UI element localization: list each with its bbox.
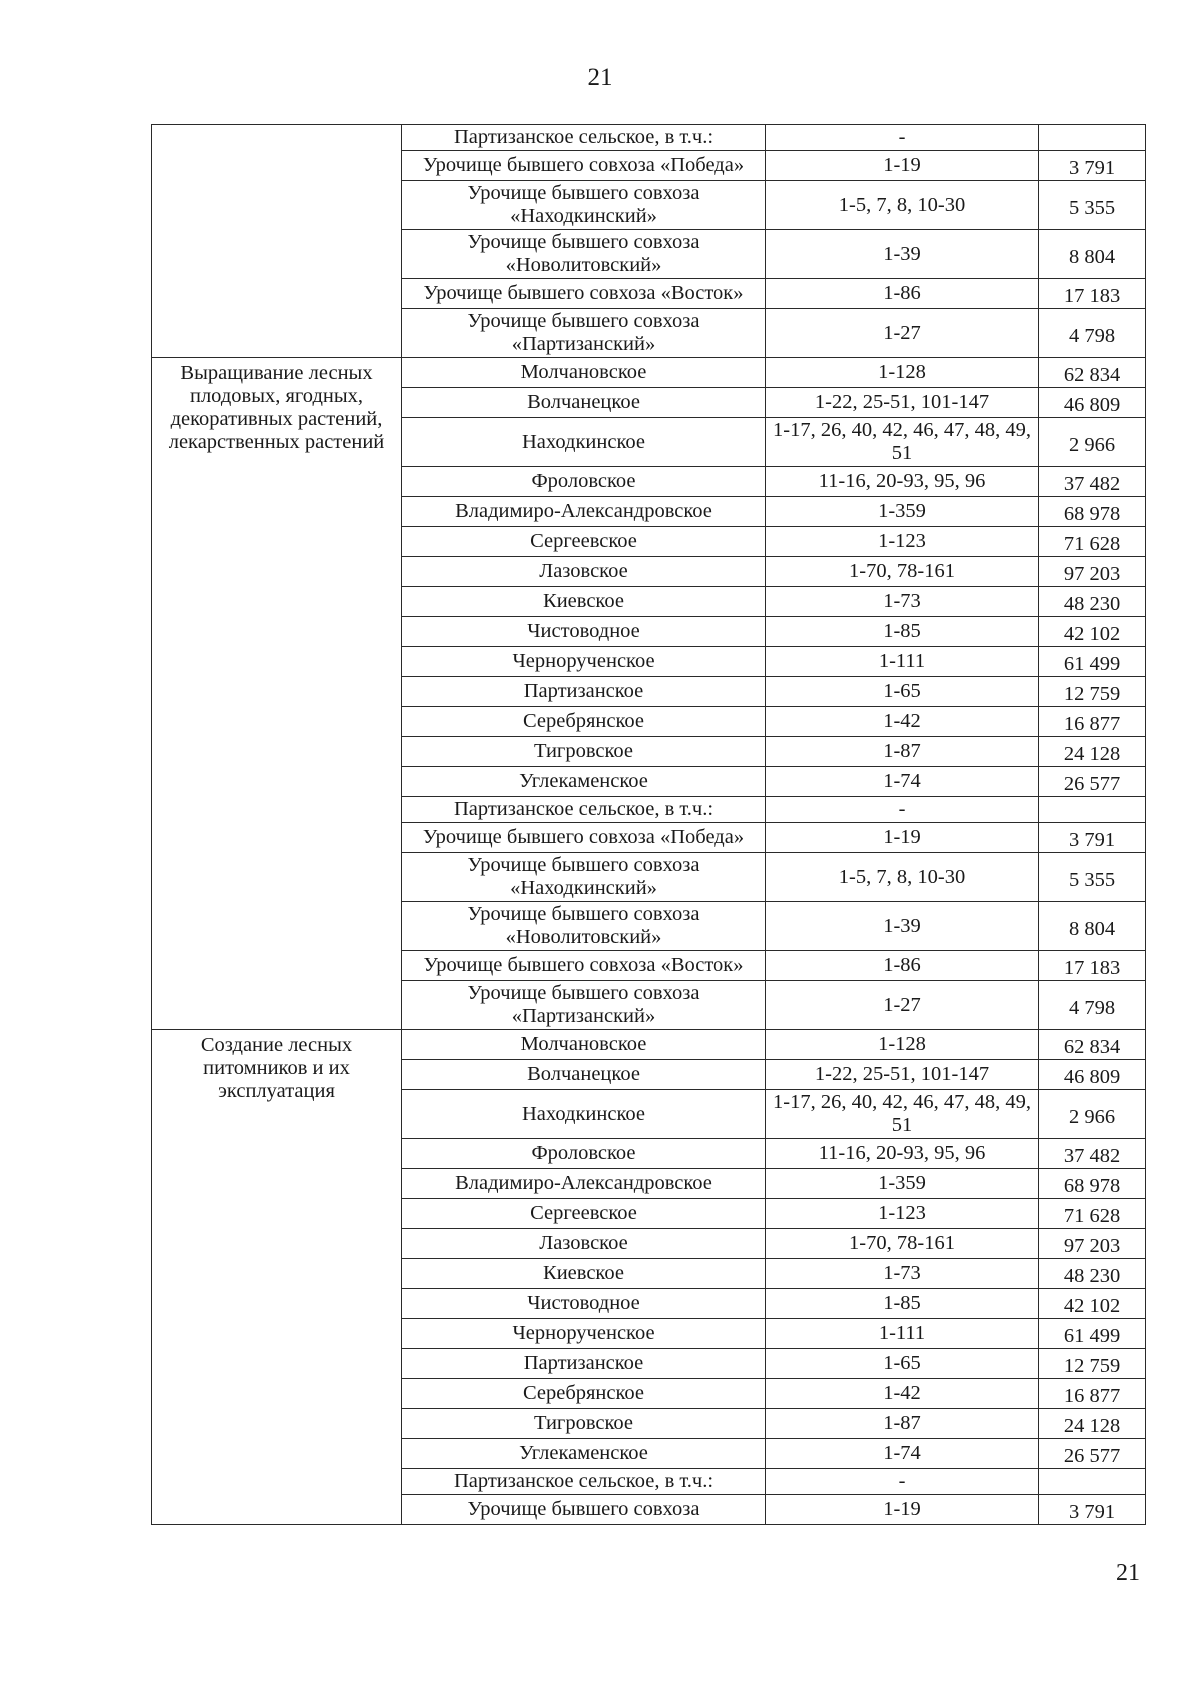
area-cell: 42 102 (1039, 617, 1146, 647)
forest-area-name-cell: Черноручeнское (402, 1319, 766, 1349)
forest-area-name-cell: Урочище бывшего совхоза «Победа» (402, 151, 766, 181)
quarters-cell: 1-74 (766, 1439, 1039, 1469)
page-number-top: 21 (587, 64, 613, 91)
area-cell: 24 128 (1039, 737, 1146, 767)
area-cell: 48 230 (1039, 1259, 1146, 1289)
forest-area-name-cell: Киевское (402, 587, 766, 617)
quarters-cell: 1-73 (766, 587, 1039, 617)
area-cell: 24 128 (1039, 1409, 1146, 1439)
forest-area-name-cell: Черноручeнское (402, 647, 766, 677)
quarters-cell: 1-111 (766, 1319, 1039, 1349)
area-cell: 2 966 (1039, 1090, 1146, 1139)
quarters-cell: 1-74 (766, 767, 1039, 797)
table-row (152, 358, 1146, 388)
forest-area-name-cell: Урочище бывшего совхоза (402, 1495, 766, 1525)
forest-area-name-cell: Фроловское (402, 1139, 766, 1169)
forest-area-name-cell: Владимиро-Александровское (402, 1169, 766, 1199)
quarters-cell: 1-42 (766, 707, 1039, 737)
forest-area-name-cell: Урочище бывшего совхоза «Новолитовский» (402, 902, 766, 951)
table-row (152, 1030, 1146, 1060)
quarters-cell: 1-85 (766, 617, 1039, 647)
forest-area-name-cell: Партизанское сельское, в т.ч.: (402, 1469, 766, 1495)
forest-area-name-cell: Тигровское (402, 1409, 766, 1439)
forest-area-name-cell: Волчанецкое (402, 1060, 766, 1090)
quarters-cell: 1-128 (766, 1030, 1039, 1060)
activity-cell (152, 125, 402, 358)
forest-area-name-cell: Сергеевское (402, 527, 766, 557)
area-cell: 2 966 (1039, 418, 1146, 467)
area-cell: 97 203 (1039, 1229, 1146, 1259)
quarters-cell: 1-359 (766, 1169, 1039, 1199)
page-number-bottom: 21 (1116, 1560, 1140, 1586)
quarters-cell: 1-19 (766, 151, 1039, 181)
forest-area-name-cell: Партизанское (402, 1349, 766, 1379)
quarters-cell: - (766, 125, 1039, 151)
forest-area-name-cell: Урочище бывшего совхоза «Находкинский» (402, 853, 766, 902)
forest-area-name-cell: Молчановское (402, 1030, 766, 1060)
area-cell: 71 628 (1039, 1199, 1146, 1229)
quarters-cell: 1-123 (766, 1199, 1039, 1229)
forest-area-name-cell: Владимиро-Александровское (402, 497, 766, 527)
area-cell: 3 791 (1039, 151, 1146, 181)
quarters-cell: 11-16, 20-93, 95, 96 (766, 467, 1039, 497)
quarters-cell: 1-17, 26, 40, 42, 46, 47, 48, 49, 51 (766, 1090, 1039, 1139)
quarters-cell: 1-111 (766, 647, 1039, 677)
forest-area-name-cell: Чистоводное (402, 617, 766, 647)
area-cell: 48 230 (1039, 587, 1146, 617)
area-cell: 3 791 (1039, 823, 1146, 853)
forest-area-name-cell: Урочище бывшего совхоза «Восток» (402, 279, 766, 309)
forest-area-name-cell: Киевское (402, 1259, 766, 1289)
forest-area-name-cell: Урочище бывшего совхоза «Новолитовский» (402, 230, 766, 279)
table-row (152, 125, 1146, 151)
quarters-cell: 1-359 (766, 497, 1039, 527)
area-cell: 4 798 (1039, 981, 1146, 1030)
quarters-cell: 1-5, 7, 8, 10-30 (766, 853, 1039, 902)
area-cell: 46 809 (1039, 388, 1146, 418)
quarters-cell: 1-73 (766, 1259, 1039, 1289)
area-cell: 5 355 (1039, 853, 1146, 902)
area-cell: 17 183 (1039, 279, 1146, 309)
activity-cell: Создание лесных питомников и их эксплуатация (152, 1030, 402, 1525)
area-cell: 12 759 (1039, 1349, 1146, 1379)
area-cell (1039, 797, 1146, 823)
forest-area-name-cell: Серебрянское (402, 707, 766, 737)
area-cell: 12 759 (1039, 677, 1146, 707)
forest-area-name-cell: Лазовское (402, 557, 766, 587)
forest-area-name-cell: Партизанское сельское, в т.ч.: (402, 125, 766, 151)
quarters-cell: 1-39 (766, 230, 1039, 279)
quarters-cell: 1-19 (766, 823, 1039, 853)
quarters-cell: 1-87 (766, 1409, 1039, 1439)
area-cell: 37 482 (1039, 467, 1146, 497)
quarters-cell: 1-5, 7, 8, 10-30 (766, 181, 1039, 230)
quarters-cell: 11-16, 20-93, 95, 96 (766, 1139, 1039, 1169)
activity-cell: Выращивание лесных плодовых, ягодных, декоративных растений, лекарственных растений (152, 358, 402, 1030)
area-cell: 17 183 (1039, 951, 1146, 981)
area-cell: 26 577 (1039, 767, 1146, 797)
forest-area-name-cell: Молчановское (402, 358, 766, 388)
area-cell: 37 482 (1039, 1139, 1146, 1169)
quarters-cell: 1-39 (766, 902, 1039, 951)
quarters-cell: 1-22, 25-51, 101-147 (766, 1060, 1039, 1090)
forest-area-name-cell: Серебрянское (402, 1379, 766, 1409)
forest-area-name-cell: Углекаменское (402, 1439, 766, 1469)
forest-area-name-cell: Фроловское (402, 467, 766, 497)
area-cell: 62 834 (1039, 1030, 1146, 1060)
area-cell: 4 798 (1039, 309, 1146, 358)
forest-area-name-cell: Урочище бывшего совхоза «Победа» (402, 823, 766, 853)
area-cell: 26 577 (1039, 1439, 1146, 1469)
area-cell: 61 499 (1039, 647, 1146, 677)
quarters-cell: 1-86 (766, 279, 1039, 309)
quarters-cell: 1-70, 78-161 (766, 557, 1039, 587)
area-cell: 68 978 (1039, 497, 1146, 527)
forest-area-name-cell: Урочище бывшего совхоза «Восток» (402, 951, 766, 981)
quarters-cell: 1-27 (766, 981, 1039, 1030)
area-cell: 68 978 (1039, 1169, 1146, 1199)
area-cell: 16 877 (1039, 1379, 1146, 1409)
forest-area-name-cell: Урочище бывшего совхоза «Находкинский» (402, 181, 766, 230)
quarters-cell: 1-65 (766, 1349, 1039, 1379)
area-cell: 42 102 (1039, 1289, 1146, 1319)
area-cell: 46 809 (1039, 1060, 1146, 1090)
quarters-cell: 1-85 (766, 1289, 1039, 1319)
area-cell (1039, 1469, 1146, 1495)
area-cell: 5 355 (1039, 181, 1146, 230)
quarters-cell: 1-17, 26, 40, 42, 46, 47, 48, 49, 51 (766, 418, 1039, 467)
forest-table (151, 124, 1146, 1525)
quarters-cell: - (766, 1469, 1039, 1495)
quarters-cell: 1-27 (766, 309, 1039, 358)
quarters-cell: 1-42 (766, 1379, 1039, 1409)
quarters-cell: 1-86 (766, 951, 1039, 981)
area-cell: 97 203 (1039, 557, 1146, 587)
area-cell: 61 499 (1039, 1319, 1146, 1349)
quarters-cell: 1-19 (766, 1495, 1039, 1525)
quarters-cell: 1-128 (766, 358, 1039, 388)
quarters-cell: 1-70, 78-161 (766, 1229, 1039, 1259)
area-cell: 8 804 (1039, 230, 1146, 279)
quarters-cell: - (766, 797, 1039, 823)
area-cell: 3 791 (1039, 1495, 1146, 1525)
quarters-cell: 1-22, 25-51, 101-147 (766, 388, 1039, 418)
quarters-cell: 1-87 (766, 737, 1039, 767)
forest-area-name-cell: Сергеевское (402, 1199, 766, 1229)
area-cell (1039, 125, 1146, 151)
forest-table-body (152, 125, 1146, 1525)
quarters-cell: 1-65 (766, 677, 1039, 707)
forest-area-name-cell: Урочище бывшего совхоза «Партизанский» (402, 981, 766, 1030)
forest-area-name-cell: Лазовское (402, 1229, 766, 1259)
area-cell: 8 804 (1039, 902, 1146, 951)
area-cell: 16 877 (1039, 707, 1146, 737)
area-cell: 62 834 (1039, 358, 1146, 388)
forest-area-name-cell: Урочище бывшего совхоза «Партизанский» (402, 309, 766, 358)
forest-area-name-cell: Находкинское (402, 1090, 766, 1139)
forest-area-name-cell: Находкинское (402, 418, 766, 467)
forest-area-name-cell: Партизанское сельское, в т.ч.: (402, 797, 766, 823)
forest-area-name-cell: Чистоводное (402, 1289, 766, 1319)
quarters-cell: 1-123 (766, 527, 1039, 557)
forest-area-name-cell: Волчанецкое (402, 388, 766, 418)
area-cell: 71 628 (1039, 527, 1146, 557)
forest-area-name-cell: Углекаменское (402, 767, 766, 797)
forest-area-name-cell: Партизанское (402, 677, 766, 707)
forest-area-name-cell: Тигровское (402, 737, 766, 767)
